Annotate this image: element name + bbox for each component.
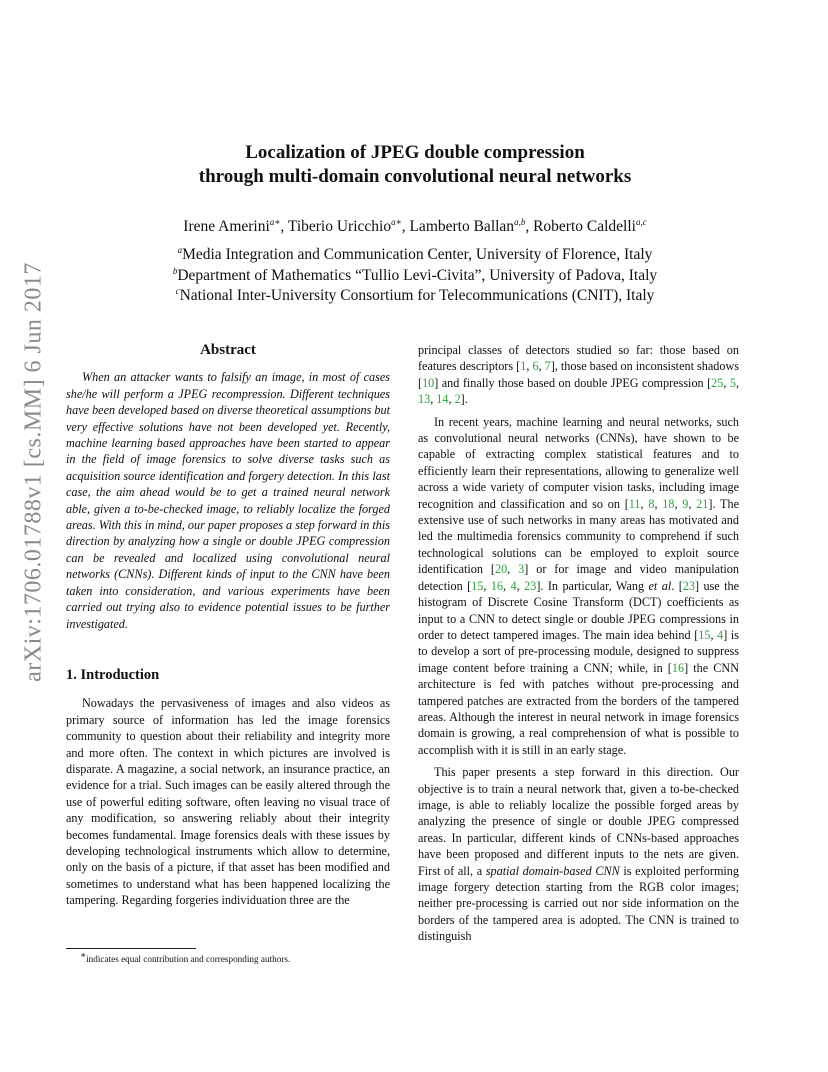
body-text: ], those based on inconsistent shadows [: [418, 359, 739, 390]
body-text: . [: [671, 578, 683, 593]
author-name: Irene Amerini: [183, 218, 270, 235]
affiliation-sup: c: [175, 285, 180, 296]
affiliation-text: Media Integration and Communication Center, University of Florence, Italy: [182, 246, 653, 263]
footnote-rule: [66, 948, 196, 949]
body-text-italic: et al: [648, 578, 672, 593]
body-text: ]. In particular, Wang: [536, 578, 649, 593]
right-column: [418, 342, 739, 945]
author-sup: a,c: [635, 216, 647, 227]
abstract-text: When an attacker wants to falsify an image, in most of cases she/he will perform a JPEG recompression. Different techniques have been developed based on diverse theoretical assumptions but very effective solutions have not been developed yet. Recently, machine learning based approaches have been started to appear in the field of image forensics to solve diverse tasks such as acquisition source identification and forgery detection. In this last case, the aim ahead would be to get a trained neural network able, given a to-be-checked image, to reliably localize the forged areas. With this in mind, our paper proposes a step forward in this direction by analyzing how a single or double JPEG compression can be revealed and localized using convolutional neural networks (CNNs). Different kinds of input to the CNN have been taken into consideration, and various experiments have been carried out trying also to evidence potential issues to be further investigated.: [66, 370, 390, 631]
citation-link[interactable]: 9: [682, 496, 689, 511]
citation-link[interactable]: 23: [682, 578, 695, 593]
citation-link[interactable]: 18: [662, 496, 675, 511]
citation-link[interactable]: 10: [422, 375, 435, 390]
title-line-1: Localization of JPEG double compression: [245, 142, 585, 163]
title-line-2: through multi-domain convolutional neural networks: [198, 166, 632, 187]
body-text: ] use the histogram of Discrete Cosine Transform (DCT) coefficients as input to a CNN to detect single or double JPEG compressions in order to detect tampered images. The main idea behind [: [418, 578, 740, 642]
citation-link[interactable]: 25: [711, 375, 724, 390]
body-text: This paper presents a step forward in this direction. Our objective is to train a neural network that, given a to-be-checked image, is able to reliably localize the possible forged areas by analyzing the presence of single or double JPEG compressed areas. In particular, different kinds of CNNs-based approaches have been proposed and different inputs to the nets are given. First of all, a: [418, 765, 739, 878]
body-text-italic: spatial domain-based CNN: [485, 863, 620, 878]
affiliation-text: National Inter-University Consortium for Telecommunications (CNIT), Italy: [179, 287, 655, 304]
footnote: [80, 949, 291, 965]
body-text: is exploited performing image forgery detection starting from the RGB color images; neither pre-processing is carried out nor side information on the borders of the tampered area is adopted. The CNN is trained to distinguish: [418, 863, 739, 944]
body-text: ] is to develop a sort of pre-processing module, designed to suppress image content before training a CNN; while, in [: [418, 627, 740, 675]
author-sep: ,: [280, 218, 288, 235]
affiliation-list: [90, 245, 740, 307]
affiliation-item: [90, 245, 740, 266]
body-paragraph: In recent years, machine learning and neural networks, such as convolutional neural networks (CNNs), have shown to be capable of extracting complex statistical features and to efficiently learn their representations, allowing to generalize well across a wide variety of computer vision tasks, including image recognition and classification and so on [11, 8, 18, 9, 21]. The extensive use of such networks in many areas has motivated and led the multimedia forensics community to comprehend if such technological solutions can be employed to exploit source identification [20, 3] or for image and video manipulation detection [15, 16, 4, 23]. In particular, Wang et al. [23] use the histogram of Discrete Cosine Transform (DCT) coefficients as input to a CNN to detect single or double JPEG compressions in order to detect tampered images. The main idea behind [15, 4] is to develop a sort of pre-processing module, designed to suppress image content before training a CNN; while, in [16] the CNN architecture is fed with patches without pre-processing and tampered patches are extracted from the borders of the tampered areas. Although the interest in neural network in image forensics domain is growing, a real comprehension of what is possible to accomplish with it is still in an early stage.: [418, 414, 740, 757]
author-sep: ,: [401, 218, 410, 235]
arxiv-sidebar: [0, 0, 60, 1072]
citation-link[interactable]: 6: [532, 359, 539, 374]
intro-paragraph: Nowadays the pervasiveness of images and also videos as primary source of information has led the image forensics community to question about their reliability and integrity more and more often. The context in which pictures are involved is disparate. A magazine, a social network, an insurance practice, an evidence for a trial. Such images can be easily altered through the use of powerful editing software, often leaving no visual trace of any modification, so answering reliably about their integrity becomes fundamental. Image forensics deals with these issues by developing technological instruments which allow to determine, only on the basis of a picture, if that asset has been modified and sometimes to understand what has been happened localizing the tampering. Regarding forgeries individuation three are the: [66, 696, 390, 908]
abstract-heading: Abstract: [200, 342, 256, 358]
citation-link[interactable]: 15: [698, 627, 711, 642]
abstract-section: [66, 342, 390, 632]
affiliation-sup: b: [172, 265, 178, 276]
citation-link[interactable]: 4: [717, 627, 724, 642]
author-sup: a,b: [514, 216, 526, 227]
citation-link[interactable]: 11: [628, 496, 641, 511]
body-paragraph: principal classes of detectors studied so far: those based on features descriptors [1, 6, 7], those based on inconsistent shadows [10] and finally those based on double JPEG compression [25, 5, 13, 14, 2].: [418, 343, 740, 407]
paper-title: [120, 141, 710, 189]
body-text: ]. The extensive use of such networks in many areas has motivated and led the multimedia forensics community to comprehend if such technological solutions can be employed to exploit source identification [: [418, 496, 740, 577]
author-list: [100, 217, 730, 237]
citation-link[interactable]: 15: [471, 578, 484, 593]
footnote-text: indicates equal contribution and corresponding authors.: [86, 954, 291, 964]
citation-link[interactable]: 8: [648, 496, 655, 511]
body-text: ] and finally those based on double JPEG compression [: [434, 375, 712, 390]
citation-link[interactable]: 7: [544, 359, 551, 374]
citation-link[interactable]: 20: [494, 562, 508, 577]
citation-link[interactable]: 16: [671, 660, 685, 675]
body-text: ].: [460, 392, 468, 407]
author-sep: ,: [525, 218, 534, 235]
citation-link[interactable]: 2: [454, 392, 461, 407]
author-sup: a∗: [269, 216, 281, 227]
citation-link[interactable]: 1: [520, 359, 527, 374]
citation-link[interactable]: 4: [510, 578, 517, 593]
arxiv-stamp[interactable]: arXiv:1706.01788v1 [cs.MM] 6 Jun 2017: [20, 262, 47, 682]
body-text: ] or for image and video manipulation detection [: [418, 562, 739, 593]
citation-link[interactable]: 3: [518, 562, 525, 577]
section-heading-introduction: 1. Introduction: [66, 666, 160, 683]
author-sup: a∗: [391, 216, 402, 227]
body-text: In recent years, machine learning and neural networks, such as convolutional neural networks (CNNs), have shown to be capable of extracting complex statistical features and to efficiently learn their representations, allowing to generalize well across a wide variety of computer vision tasks, including image recognition and classification and so on [: [418, 414, 739, 511]
affiliation-item: [90, 286, 740, 307]
author-name: Lamberto Ballan: [409, 218, 515, 235]
body-text: principal classes of detectors studied so far: those based on features descriptors [: [418, 343, 739, 374]
citation-link[interactable]: 21: [696, 496, 709, 511]
left-column: [66, 342, 390, 909]
body-paragraph: [418, 764, 739, 944]
citation-link[interactable]: 13: [418, 392, 431, 407]
affiliation-sup: a: [177, 244, 183, 255]
author-name: Tiberio Uricchio: [287, 218, 392, 235]
footnote-mark: ∗: [80, 949, 87, 960]
affiliation-item: [90, 266, 740, 287]
affiliation-text: Department of Mathematics “Tullio Levi-Civita”, University of Padova, Italy: [177, 266, 658, 284]
author-name: Roberto Caldelli: [533, 218, 636, 235]
citation-link[interactable]: 16: [490, 578, 504, 593]
citation-link[interactable]: 5: [729, 375, 736, 390]
citation-link[interactable]: 23: [524, 578, 537, 593]
citation-link[interactable]: 14: [436, 392, 449, 407]
body-text: ] the CNN architecture is fed with patches without pre-processing and tampered patches are extracted from the borders of the tampered areas. Although the interest in neural network in image forensics domain is growing, a real comprehension of what is possible to accomplish with it is still in an early stage.: [418, 660, 739, 757]
